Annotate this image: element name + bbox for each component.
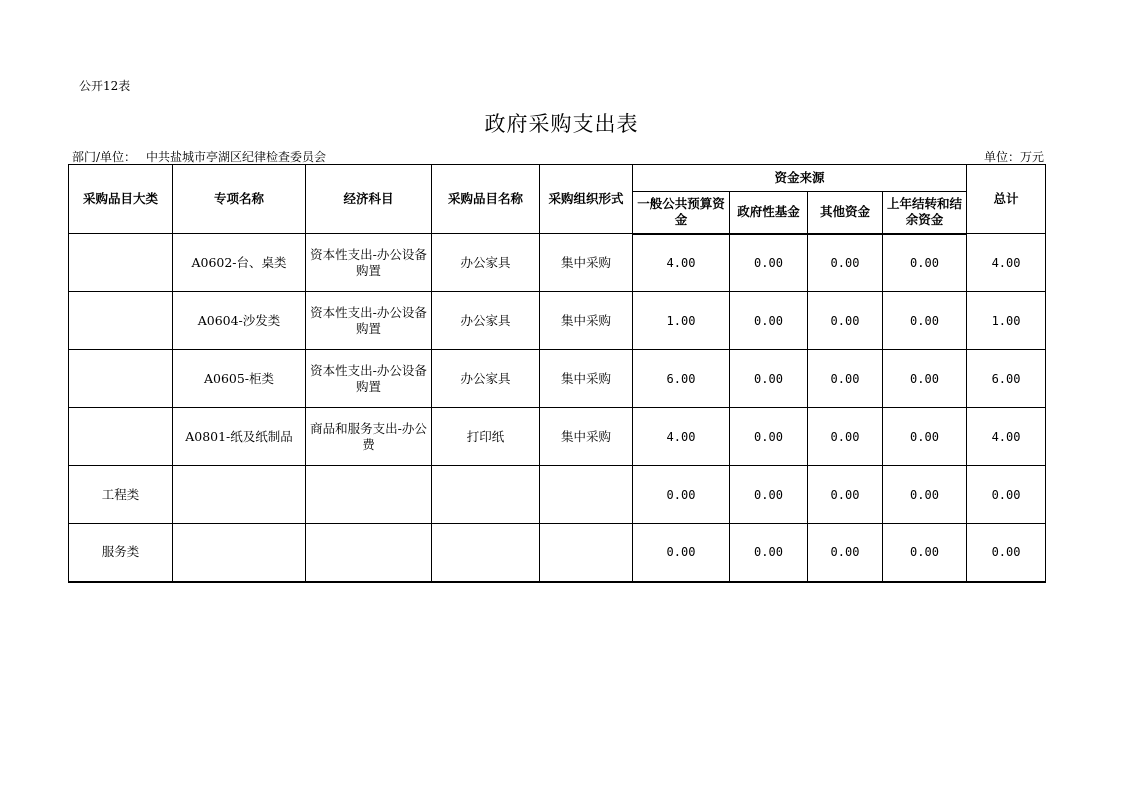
cell-other-fund: 0.00 [808, 466, 883, 524]
cell-form: 集中采购 [540, 350, 633, 408]
header-project: 专项名称 [173, 165, 306, 234]
cell-other-fund: 0.00 [808, 408, 883, 466]
cell-gov-fund: 0.00 [730, 292, 808, 350]
cell-total: 4.00 [967, 408, 1046, 466]
cell-other-fund: 0.00 [808, 524, 883, 582]
cell-gov-fund: 0.00 [730, 466, 808, 524]
cell-item [432, 524, 540, 582]
cell-category [69, 292, 173, 350]
header-item: 采购品目名称 [432, 165, 540, 234]
header-funding-source: 资金来源 [633, 165, 967, 192]
cell-project: A0801-纸及纸制品 [173, 408, 306, 466]
department-label: 部门/单位： [72, 150, 137, 164]
cell-general-budget: 0.00 [633, 524, 730, 582]
table-row [69, 292, 1046, 350]
table-row [69, 408, 1046, 466]
header-econ: 经济科目 [306, 165, 432, 234]
cell-category [69, 408, 173, 466]
cell-form [540, 524, 633, 582]
cell-carryover: 0.00 [883, 350, 967, 408]
cell-total: 6.00 [967, 350, 1046, 408]
cell-project [173, 466, 306, 524]
header-row-1 [69, 165, 1046, 192]
cell-other-fund: 0.00 [808, 350, 883, 408]
cell-carryover: 0.00 [883, 524, 967, 582]
cell-item: 办公家具 [432, 292, 540, 350]
cell-category: 工程类 [69, 466, 173, 524]
header-form: 采购组织形式 [540, 165, 633, 234]
cell-total: 1.00 [967, 292, 1046, 350]
unit-label: 单位：万元 [983, 150, 1044, 164]
header-category: 采购品目大类 [69, 165, 173, 234]
header-general-budget: 一般公共预算资金 [633, 192, 730, 234]
table-row [69, 524, 1046, 582]
header-total: 总计 [967, 165, 1046, 234]
cell-form [540, 466, 633, 524]
cell-general-budget: 0.00 [633, 466, 730, 524]
table-row [69, 234, 1046, 292]
cell-form: 集中采购 [540, 292, 633, 350]
cell-econ: 资本性支出-办公设备购置 [306, 234, 432, 292]
cell-category [69, 350, 173, 408]
cell-category [69, 234, 173, 292]
header-other-fund: 其他资金 [808, 192, 883, 234]
cell-item: 打印纸 [432, 408, 540, 466]
cell-econ: 资本性支出-办公设备购置 [306, 292, 432, 350]
cell-carryover: 0.00 [883, 234, 967, 292]
table-row [69, 350, 1046, 408]
cell-econ [306, 524, 432, 582]
cell-gov-fund: 0.00 [730, 234, 808, 292]
cell-total: 0.00 [967, 524, 1046, 582]
header-gov-fund: 政府性基金 [730, 192, 808, 234]
cell-general-budget: 4.00 [633, 234, 730, 292]
cell-gov-fund: 0.00 [730, 408, 808, 466]
cell-gov-fund: 0.00 [730, 350, 808, 408]
cell-form: 集中采购 [540, 234, 633, 292]
cell-item: 办公家具 [432, 234, 540, 292]
cell-carryover: 0.00 [883, 408, 967, 466]
cell-form: 集中采购 [540, 408, 633, 466]
cell-project [173, 524, 306, 582]
document-code: 公开12表 [79, 79, 131, 93]
cell-general-budget: 6.00 [633, 350, 730, 408]
cell-general-budget: 1.00 [633, 292, 730, 350]
cell-category: 服务类 [69, 524, 173, 582]
cell-item [432, 466, 540, 524]
cell-general-budget: 4.00 [633, 408, 730, 466]
cell-econ: 资本性支出-办公设备购置 [306, 350, 432, 408]
cell-other-fund: 0.00 [808, 292, 883, 350]
cell-econ: 商品和服务支出-办公费 [306, 408, 432, 466]
table-row [69, 466, 1046, 524]
cell-project: A0605-柜类 [173, 350, 306, 408]
department-name: 中共盐城市亭湖区纪律检查委员会 [146, 150, 327, 164]
page-title: 政府采购支出表 [484, 112, 639, 136]
cell-project: A0602-台、桌类 [173, 234, 306, 292]
cell-econ [306, 466, 432, 524]
procurement-table [68, 164, 1046, 583]
cell-project: A0604-沙发类 [173, 292, 306, 350]
cell-other-fund: 0.00 [808, 234, 883, 292]
cell-item: 办公家具 [432, 350, 540, 408]
cell-carryover: 0.00 [883, 292, 967, 350]
cell-carryover: 0.00 [883, 466, 967, 524]
cell-total: 0.00 [967, 466, 1046, 524]
cell-gov-fund: 0.00 [730, 524, 808, 582]
department-line [72, 148, 326, 165]
header-carryover: 上年结转和结余资金 [883, 192, 967, 234]
cell-total: 4.00 [967, 234, 1046, 292]
